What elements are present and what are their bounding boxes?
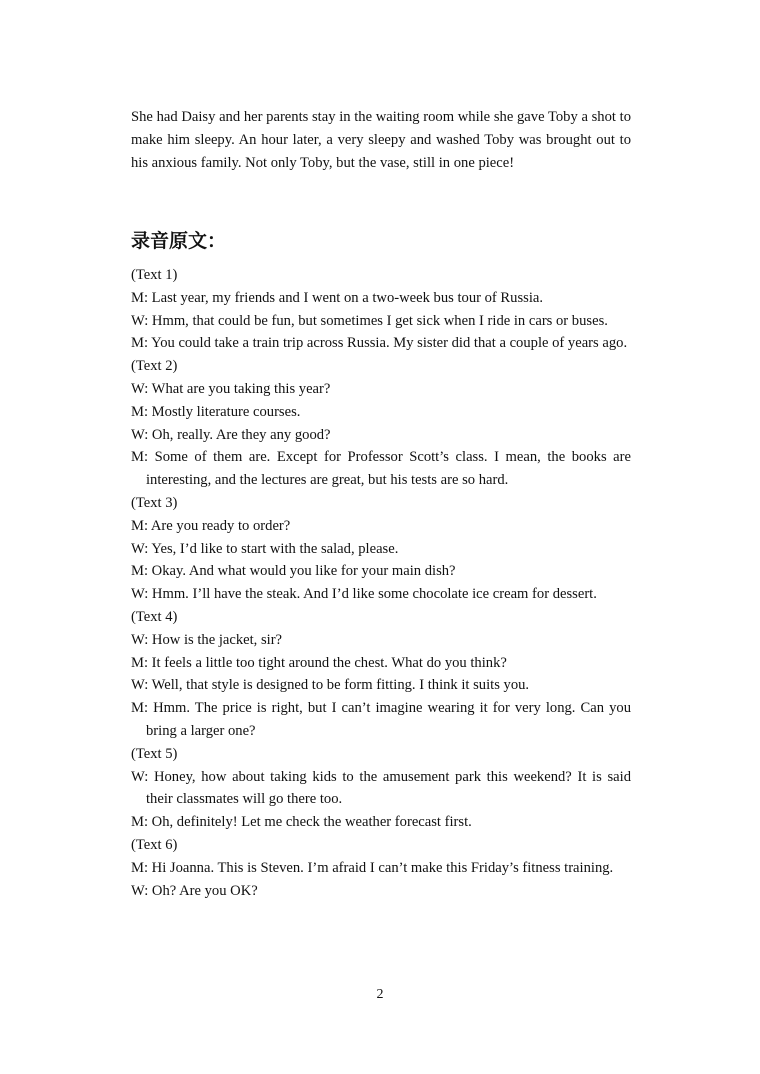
dialogue-line: W: Hmm, that could be fun, but sometimes I get sick when I ride in cars or buses. <box>131 312 608 329</box>
dialogue-line: M: Hmm. The price is right, but I can’t imagine wearing it for very long. Can you bring a larger one? <box>131 700 631 739</box>
dialogue-line: W: Yes, I’d like to start with the salad, please. <box>131 540 399 557</box>
transcript-heading: 录音原文： <box>131 230 227 252</box>
text-label: (Text 6) <box>131 836 178 853</box>
dialogue-line: M: Hi Joanna. This is Steven. I’m afraid I can’t make this Friday’s fitness training. <box>131 859 614 876</box>
dialogue-line: M: Some of them are. Except for Professor Scott’s class. I mean, the books are interesting, and the lectures are great, but his tests are so hard. <box>131 449 631 489</box>
transcript-body <box>131 264 631 902</box>
text-label: (Text 3) <box>131 494 178 511</box>
dialogue-line: M: You could take a train trip across Russia. My sister did that a couple of years ago. <box>131 335 628 352</box>
page-number: 2 <box>376 987 384 1002</box>
dialogue-line: W: Hmm. I’ll have the steak. And I’d like some chocolate ice cream for dessert. <box>131 586 597 603</box>
dialogue-line: W: Well, that style is designed to be form fitting. I think it suits you. <box>131 677 530 694</box>
dialogue-line: M: Are you ready to order? <box>131 517 291 534</box>
text-label: (Text 4) <box>131 608 178 625</box>
dialogue-line: W: Honey, how about taking kids to the amusement park this weekend? It is said their classmates will go there too. <box>131 768 631 808</box>
dialogue-line: W: Oh? Are you OK? <box>131 882 258 899</box>
dialogue-line: W: How is the jacket, sir? <box>131 631 283 648</box>
dialogue-line: M: Okay. And what would you like for your main dish? <box>131 563 456 580</box>
dialogue-line: M: Oh, definitely! Let me check the weather forecast first. <box>131 814 472 831</box>
text-label: (Text 2) <box>131 358 178 375</box>
dialogue-line: M: Last year, my friends and I went on a two-week bus tour of Russia. <box>131 289 544 306</box>
text-label: (Text 5) <box>131 745 178 762</box>
text-label: (Text 1) <box>131 267 178 283</box>
dialogue-line: M: It feels a little too tight around the chest. What do you think? <box>131 654 507 671</box>
dialogue-line: W: What are you taking this year? <box>131 380 331 397</box>
dialogue-line: M: Mostly literature courses. <box>131 403 301 420</box>
intro-paragraph: She had Daisy and her parents stay in the waiting room while she gave Toby a shot to make him sleepy. An hour later, a very sleepy and washed Toby was brought out to his anxious family. Not only Toby, but the vase, still in one piece! <box>131 109 631 171</box>
dialogue-line: W: Oh, really. Are they any good? <box>131 426 331 443</box>
